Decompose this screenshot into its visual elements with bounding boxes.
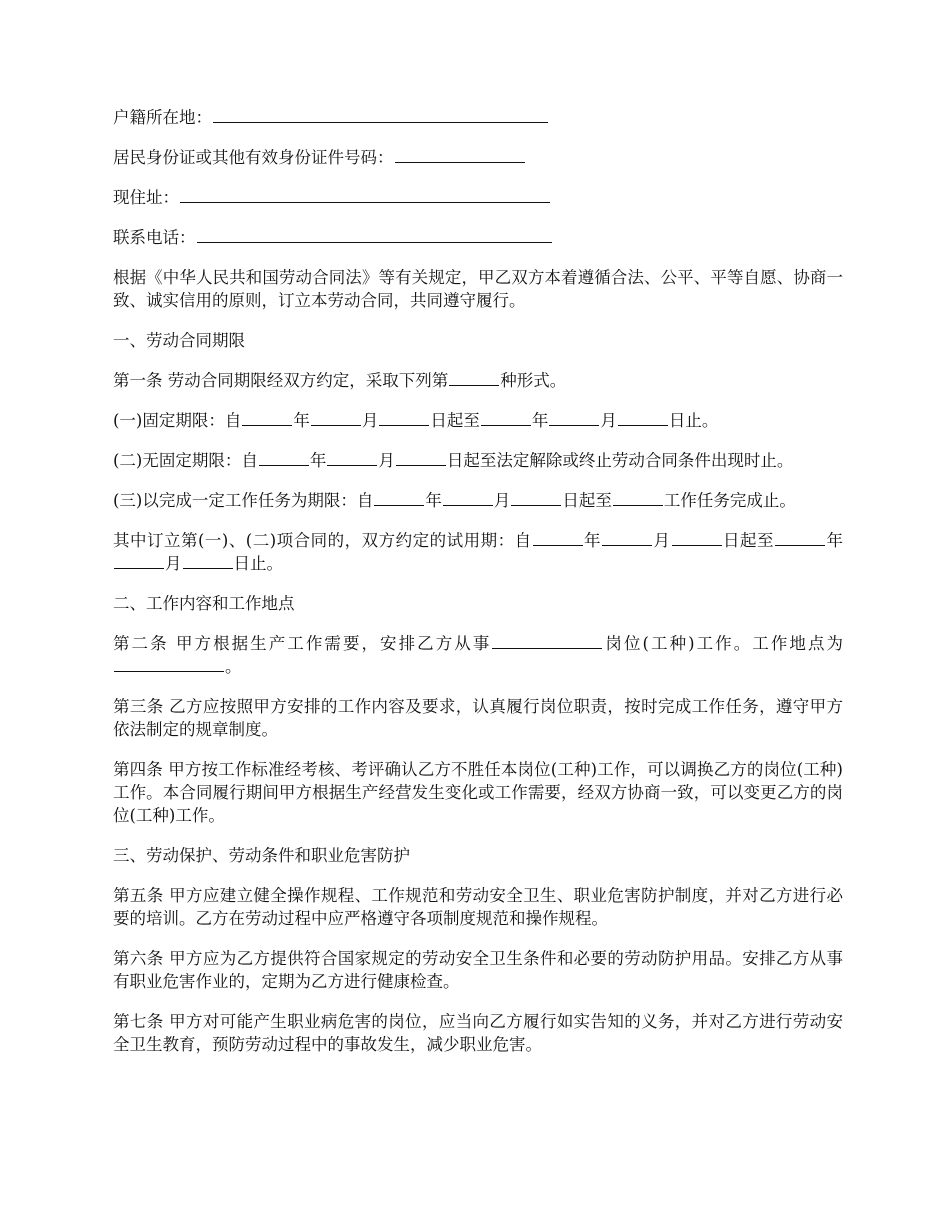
phone-label: 联系电话：	[113, 228, 196, 247]
section3-heading: 三、劳动保护、劳动条件和职业危害防护	[113, 846, 410, 865]
article5: 第五条 甲方应建立健全操作规程、工作规范和劳动安全卫生、职业危害防护制度，并对乙方进行必要的培训。乙方在劳动过程中应严格遵守各项制度规范和操作规程。	[113, 886, 843, 928]
task-text-end: 工作任务完成止。	[663, 491, 796, 510]
blank[interactable]	[183, 552, 233, 569]
article4: 第四条 甲方按工作标准经考核、考评确认乙方不胜任本岗位(工种)工作，可以调换乙方的岗位(工种)工作。本合同履行期间甲方根据生产经营发生变化或工作需要，经双方协商一致，可以变更乙方的岗位(工种)工作。	[113, 760, 843, 825]
id-blank[interactable]	[395, 146, 525, 163]
trial-text: 其中订立第(一)、(二)项合同的，双方约定的试用期：自	[113, 531, 532, 550]
year-label: 年	[531, 411, 549, 430]
year-label: 年	[293, 411, 310, 430]
form-choice-blank[interactable]	[449, 369, 499, 386]
year-label: 年	[826, 531, 844, 550]
open-text: (二)无固定期限：自	[113, 451, 258, 470]
section2-heading: 二、工作内容和工作地点	[113, 594, 295, 613]
address-blank[interactable]	[180, 186, 550, 203]
end-label: 日止。	[233, 554, 283, 573]
month-label: 月	[600, 411, 617, 430]
blank[interactable]	[242, 409, 292, 426]
blank[interactable]	[327, 449, 377, 466]
article2-text: 第二条 甲方根据生产工作需要，安排乙方从事	[113, 634, 492, 653]
month-label: 月	[653, 531, 671, 550]
section1-heading: 一、劳动合同期限	[113, 331, 245, 350]
id-field	[113, 146, 843, 169]
blank[interactable]	[618, 409, 668, 426]
article1-text: 第一条 劳动合同期限经双方约定，采取下列第	[113, 371, 449, 390]
article2-text-mid: 岗位(工种)工作。工作地点为	[603, 634, 843, 653]
article1-text-end: 种形式。	[500, 371, 567, 390]
blank[interactable]	[672, 529, 722, 546]
open-text-end: 日起至法定解除或终止劳动合同条件出现时止。	[446, 451, 794, 470]
year-label: 年	[583, 531, 602, 550]
blank[interactable]	[443, 489, 493, 506]
trial-period-clause	[113, 529, 843, 575]
task-term-clause	[113, 489, 843, 512]
phone-field	[113, 226, 843, 249]
blank[interactable]	[602, 529, 652, 546]
blank[interactable]	[549, 409, 599, 426]
month-label: 月	[493, 491, 511, 510]
year-label: 年	[425, 491, 442, 510]
id-label: 居民身份证或其他有效身份证件号码：	[113, 148, 394, 167]
from-label: 日起至	[562, 491, 612, 510]
blank[interactable]	[114, 552, 164, 569]
article2-text-end: 。	[225, 657, 242, 676]
household-field	[113, 106, 843, 129]
article7: 第七条 甲方对可能产生职业病危害的岗位，应当向乙方履行如实告知的义务，并对乙方进行劳动安全卫生教育，预防劳动过程中的事故发生，减少职业危害。	[113, 1012, 843, 1054]
end-label: 日止。	[668, 411, 719, 430]
month-label: 月	[378, 451, 395, 470]
contract-page	[113, 106, 843, 1073]
article6: 第六条 甲方应为乙方提供符合国家规定的劳动安全卫生条件和必要的劳动防护用品。安排乙方从事有职业危害作业的，定期为乙方进行健康检查。	[113, 949, 843, 991]
task-text: (三)以完成一定工作任务为期限：自	[113, 491, 374, 510]
intro-paragraph: 根据《中华人民共和国劳动合同法》等有关规定，甲乙双方本着遵循合法、公平、平等自愿、协商一致、诚实信用的原则，订立本劳动合同，共同遵守履行。	[113, 268, 843, 310]
blank[interactable]	[396, 449, 446, 466]
blank[interactable]	[259, 449, 309, 466]
blank[interactable]	[311, 409, 361, 426]
year-label: 年	[309, 451, 327, 470]
location-blank[interactable]	[114, 655, 224, 672]
open-term-clause	[113, 449, 843, 472]
blank[interactable]	[481, 409, 531, 426]
from-label: 日起至	[430, 411, 480, 430]
month-label: 月	[361, 411, 379, 430]
blank[interactable]	[613, 489, 663, 506]
position-blank[interactable]	[492, 632, 602, 649]
blank[interactable]	[511, 489, 561, 506]
household-label: 户籍所在地：	[113, 108, 212, 127]
phone-blank[interactable]	[197, 226, 552, 243]
article3: 第三条 乙方应按照甲方安排的工作内容及要求，认真履行岗位职责，按时完成工作任务，遵守甲方依法制定的规章制度。	[113, 697, 843, 739]
fixed-text: (一)固定期限：自	[113, 411, 242, 430]
month-label: 月	[165, 554, 182, 573]
household-blank[interactable]	[213, 106, 548, 123]
blank[interactable]	[374, 489, 424, 506]
address-field	[113, 186, 843, 209]
fixed-term-clause	[113, 409, 843, 432]
article2	[113, 632, 843, 678]
blank[interactable]	[379, 409, 429, 426]
address-label: 现住址：	[113, 188, 179, 207]
from-label: 日起至	[722, 531, 775, 550]
blank[interactable]	[533, 529, 583, 546]
article1	[113, 369, 843, 392]
blank[interactable]	[775, 529, 825, 546]
